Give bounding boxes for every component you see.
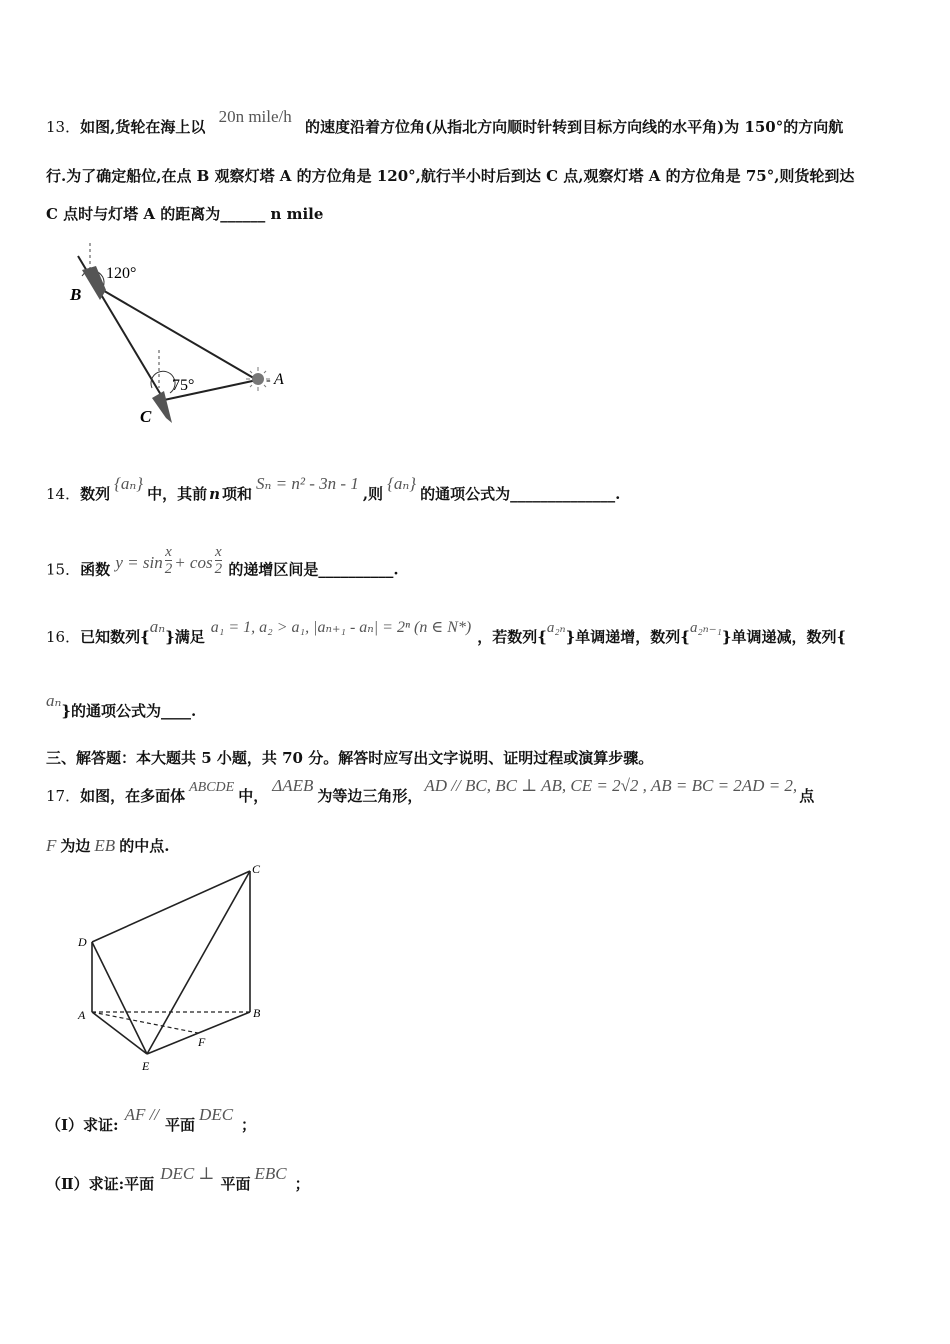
q14-line: 14．数列{aₙ}中，其前 n 项和Sₙ = n² - 3n - 1,则{aₙ}的通项公式为______________. [46, 474, 621, 503]
svg-text:F: F [198, 1035, 206, 1049]
speed-formula: 20n mile/h [218, 107, 292, 126]
sequence-a: {aₙ} [114, 474, 144, 493]
q17-line2: F 为边 EB 的中点. [46, 836, 170, 855]
svg-text:B: B [253, 1006, 261, 1020]
q17-part2: （Ⅱ）求证:平面DEC ⊥平面EBC； [46, 1164, 310, 1193]
q13-line1: 13．如图,货轮在海上以 20n mile/h 的速度沿着方位角(从指北方向顺时针转到目标方向线的水平角)为 150°的方向航 [46, 107, 844, 136]
section-heading: 三、解答题：本大题共 5 小题，共 70 分。解答时应写出文字说明、证明过程或演算步骤。 [46, 749, 654, 767]
svg-text:-: - [266, 373, 271, 388]
function-formula: y = sin $\frac{x}{2}$ + cos $\frac{x}{2}$ [115, 544, 223, 577]
sum-formula: Sₙ = n² - 3n - 1 [256, 474, 359, 493]
svg-text:E: E [142, 1059, 150, 1073]
point-label-b: B [70, 285, 82, 304]
point-label-c: C [140, 407, 152, 426]
q15-line: 15．函数 y = sin $\frac{x}{2}$ + cos $\frac{x}{2}$ 的递增区间是__________. [46, 544, 399, 579]
svg-text:D: D [78, 935, 87, 949]
svg-text:A: A [78, 1008, 86, 1022]
q13-line3: C 点时与灯塔 A 的距离为______ n mile [46, 205, 324, 223]
q13-line2: 行.为了确定船位,在点 B 观察灯塔 A 的方位角是 120°,航行半小时后到达 C 点,观察灯塔 A 的方位角是 75°,则货轮到达 [46, 167, 855, 185]
q17-line1: 17．如图，在多面体 ABCDE 中，ΔAEB为等边三角形，AD // BC, BC ⊥ AB, CE = 2√2 , AB = BC = 2AD = 2,点 [46, 776, 815, 805]
angle-label-c: 75° [172, 377, 195, 394]
condition-formula: AD // BC, BC ⊥ AB, CE = 2√2 , AB = BC = 2AD = 2, [424, 776, 798, 795]
question-number: 13． [46, 118, 81, 136]
svg-text:C: C [252, 862, 261, 876]
q16-line2: aₙ}的通项公式为____. [46, 691, 197, 720]
angle-label-b: 120° [106, 265, 137, 282]
recurrence-condition: a₁ = 1, a₂ > a₁, |aₙ₊₁ - aₙ| = 2ⁿ (n ∈ N*) [210, 619, 472, 636]
q13-figure [60, 238, 310, 433]
point-label-a: A [274, 371, 284, 388]
q17-figure [70, 858, 280, 1078]
q17-part1: （Ⅰ）求证:AF //平面DEC； [46, 1105, 257, 1134]
q16-line1: 16．已知数列{aₙ}满足a₁ = 1, a₂ > a₁, |aₙ₊₁ - aₙ| = 2ⁿ (n ∈ N*)，若数列{a₂ₙ}单调递增，数列{a₂ₙ₋₁}单调递减，数列{ [46, 617, 847, 646]
